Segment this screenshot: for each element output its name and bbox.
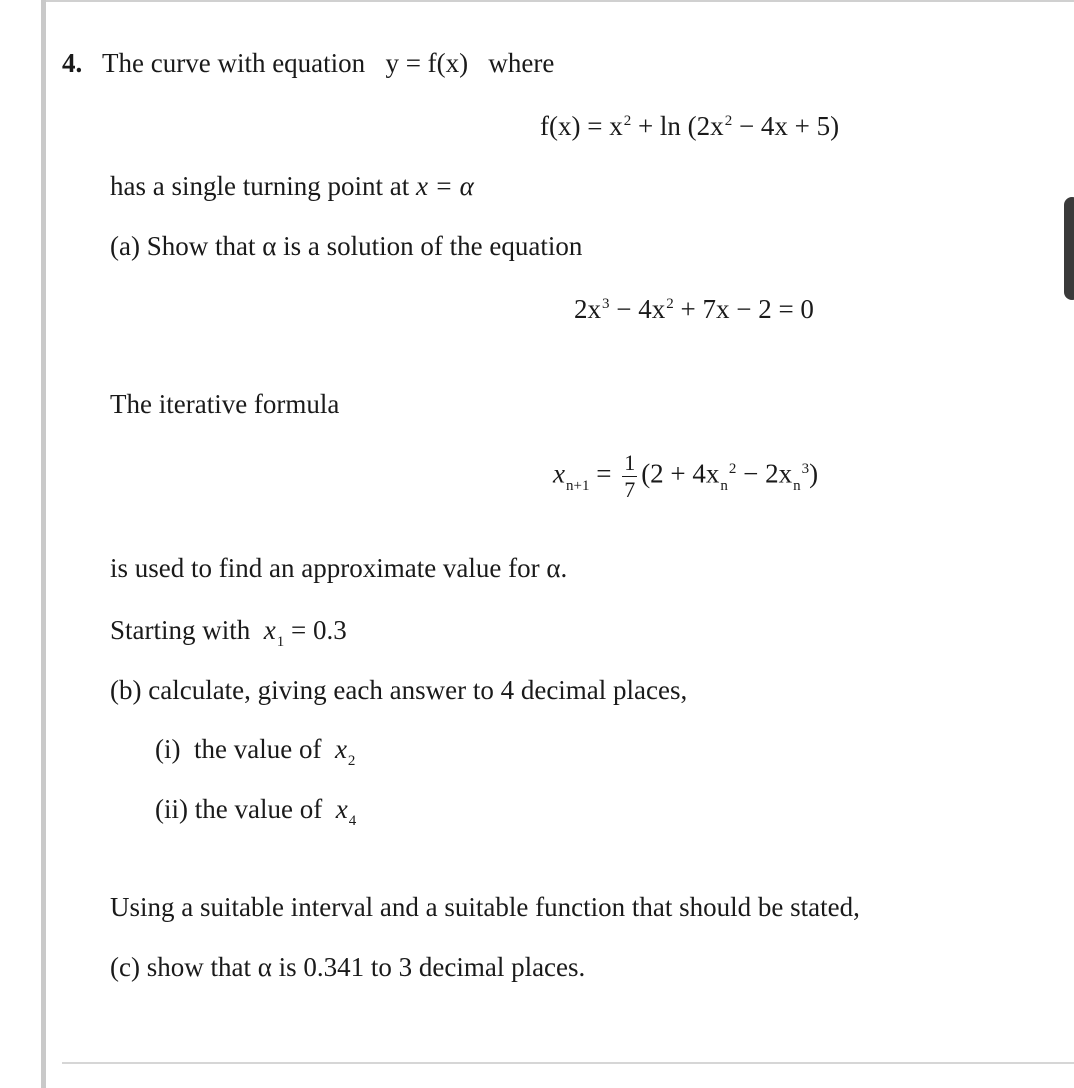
subscript: 4 — [348, 813, 357, 829]
intro-text: The curve with equation — [102, 48, 366, 78]
turning-point-text: has a single turning point at — [110, 171, 410, 201]
formula-mid: − 2x — [736, 458, 793, 489]
function-rhs: + ln (2x — [631, 111, 724, 141]
cubic-equation — [574, 296, 814, 323]
exponent: 2 — [623, 113, 632, 129]
part-b-i-text: the value of — [193, 734, 322, 764]
exponent: 2 — [666, 296, 674, 312]
iterative-formula — [553, 452, 818, 501]
formula-lhs-subscript: n+1 — [565, 477, 590, 494]
function-definition — [540, 113, 839, 140]
exponent: 3 — [801, 460, 810, 477]
subscript-n: n — [720, 477, 728, 494]
part-a-label: (a) — [110, 231, 140, 261]
starting-var: x — [263, 615, 276, 645]
part-b — [110, 677, 687, 704]
linear-constant-terms: + 7x − 2 = 0 — [673, 294, 814, 324]
subscript: 2 — [347, 753, 356, 769]
starting-value: = 0.3 — [284, 615, 347, 645]
part-b-i-label: (i) — [155, 734, 181, 764]
starting-text: Starting with — [110, 615, 251, 645]
part-c-label: (c) — [110, 952, 140, 982]
function-tail: − 4x + 5) — [732, 111, 840, 141]
quadratic-term: − 4x — [609, 294, 666, 324]
scroll-handle[interactable] — [1064, 197, 1074, 300]
part-b-ii-text: the value of — [194, 794, 323, 824]
formula-open: (2 + 4x — [641, 458, 720, 489]
starting-subscript: 1 — [276, 634, 285, 650]
fraction — [622, 452, 637, 501]
part-c-text: show that α is 0.341 to 3 decimal places. — [146, 952, 586, 982]
intro-equation: y = f(x) — [385, 48, 469, 78]
starting-line — [110, 615, 347, 650]
turning-point-line — [110, 173, 474, 200]
fraction-numerator: 1 — [624, 450, 636, 475]
part-b-label: (b) — [110, 675, 142, 705]
exponent: 2 — [724, 113, 733, 129]
iterative-intro: The iterative formula — [110, 389, 340, 419]
formula-equals: = — [589, 458, 619, 489]
exponent: 3 — [602, 296, 610, 312]
fraction-denominator: 7 — [624, 477, 636, 502]
part-b-ii-label: (ii) — [155, 794, 188, 824]
formula-close: ) — [809, 458, 819, 489]
bottom-rule — [62, 1062, 1074, 1064]
top-rule — [46, 0, 1074, 2]
exponent: 2 — [728, 460, 737, 477]
approx-text: is used to find an approximate value for α. — [110, 553, 568, 583]
left-margin-rule — [41, 0, 46, 1088]
part-a — [110, 233, 582, 260]
turning-point-value: x = α — [415, 171, 474, 201]
part-b-ii — [155, 794, 357, 829]
subscript-n: n — [793, 477, 801, 494]
part-b-text: calculate, giving each answer to 4 decimal places, — [148, 675, 688, 705]
cubic-term: 2x — [574, 294, 601, 324]
interval-text: Using a suitable interval and a suitable function that should be stated, — [110, 892, 860, 922]
formula-lhs: x — [553, 458, 565, 489]
question-intro — [62, 50, 554, 77]
variable-x: x — [335, 794, 348, 824]
part-a-text: Show that α is a solution of the equation — [146, 231, 583, 261]
part-c — [110, 954, 585, 981]
part-b-i — [155, 734, 356, 769]
question-number: 4. — [62, 48, 83, 78]
function-lhs: f(x) = x — [540, 111, 623, 141]
intro-tail: where — [488, 48, 555, 78]
variable-x: x — [334, 734, 347, 764]
